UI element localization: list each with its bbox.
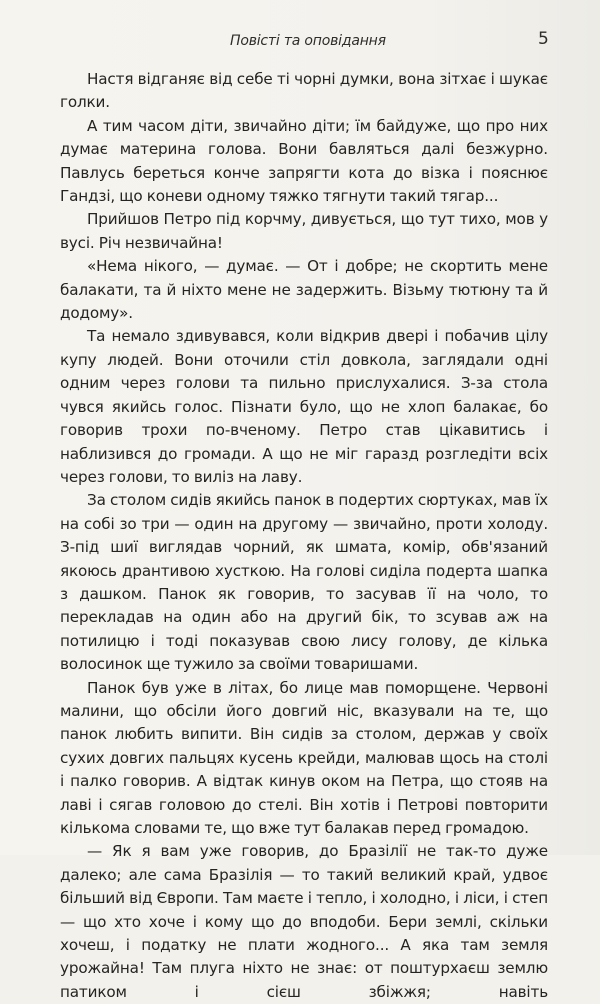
page-number: 5 [538,29,549,49]
paragraph: Настя відганяє від себе ті чорні думки, вона зітхає і шукає голки. [60,70,548,112]
paragraph: Панок був уже в літах, бо лице мав поморщене. Червоні малини, що обсіли його довгий ніс, вказували на те, що панок любить випити. Він сидів за столом, держав у своїх сухих довгих пальцях кусень крейди, малював щось на столі і палко говорив. А відтак кинув оком на Петра, що стояв на лаві і сягав головою до стелі. Він хотів і Петрові повторити кількома словами те, що вже тут балакав перед громадою. [60,678,548,837]
running-head [0,29,600,55]
paragraph: Прийшов Петро під корчму, дивується, що тут тихо, мов у вусі. Річ незвичайна! [60,210,548,252]
paragraph: «Нема нікого, — думає. — От і добре; не скортить мене балакати, та й ніхто мене не задержить. Візьму тютюну та й додому». [60,257,548,323]
paragraph: Та немало здивувався, коли відкрив двері і побачив цілу купу людей. Вони оточили стіл довкола, заглядали одні одним через голови та пильно прислухалися. З-за стола чувся якийсь голос. Пізнати було, що не хлоп балакає, бо говорив трохи по-вченому. Петро став цікавитись і наблизився до громади. А що не міг гаразд розгледіти всіх через голови, то виліз на лаву. [60,327,548,486]
paragraph: За столом сидів якийсь панок в подертих сюртуках, мав їх на собі зо три — один на другому — звичайно, проти холоду. З-під шиї виглядав чорний, як шмата, комір, обв'язаний якоюсь дрантивою хусткою. На голові сиділа подерта шапка з дашком. Панок як говорив, то засував її на чоло, то перекладав на один або на другий бік, то зсував аж на потилицю і тоді показував свою лису голову, де кілька волосинок ще тужило за своїми товаришами. [60,491,548,674]
paragraph: А тим часом діти, звичайно діти; їм байдуже, що про них думає материна голова. Вони бавляться далі безжурно. Павлусь береться конче запрягти кота до візка і пояснює Гандзі, що коневи одному тяжко тягнути такий тягар... [60,116,548,206]
running-title: Повісті та оповідання [230,33,386,49]
text-body [60,68,548,1004]
paragraph: — Як я вам уже говорив, до Бразілії не так-то дуже далеко; але сама Бразілія — то такий великий край, удвоє більший від Європи. Там маєте і тепло, і холодно, і ліси, і степ — що хто хоче і кому що до вподоби. Бери землі, скільки хочеш, і податку не плати жодного... А яка там земля урожайна! Там плуга ніхто не знає: от поштурхаєш землю патиком і сієш збіжжя; навіть [60,842,548,1001]
